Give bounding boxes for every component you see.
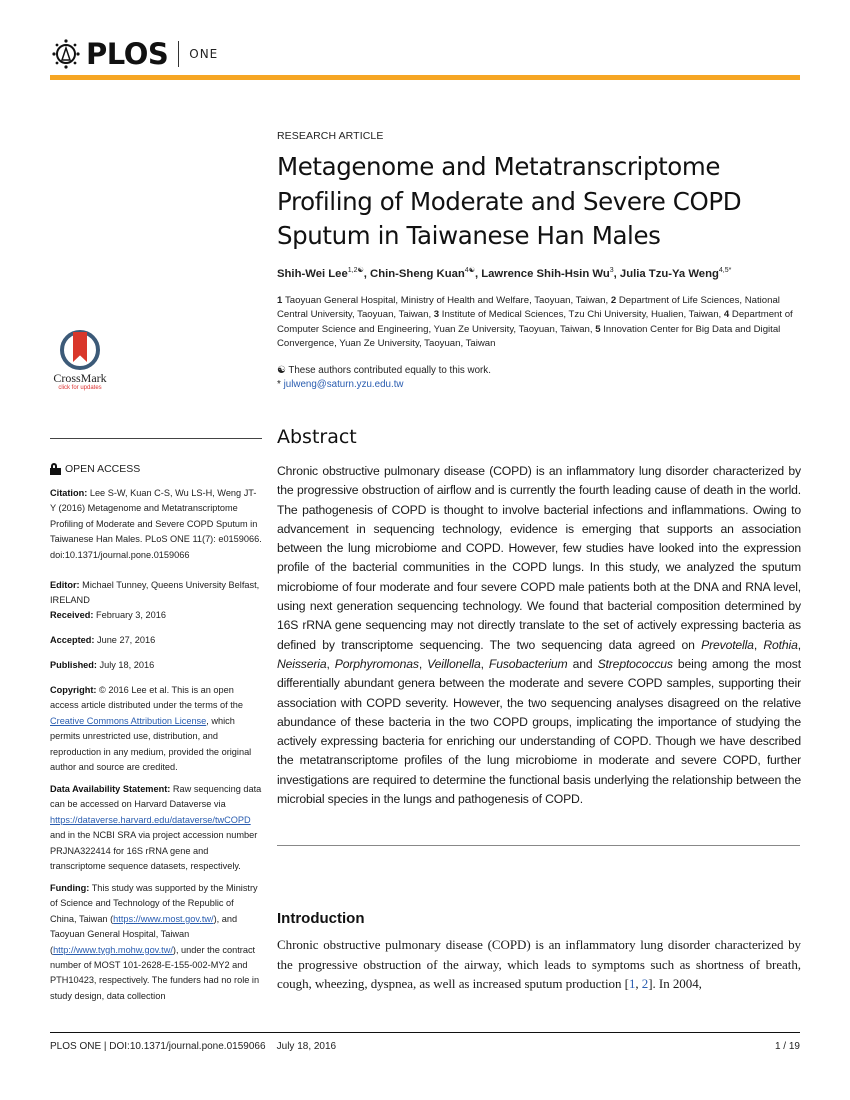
author-affil-sup: 4☯ bbox=[464, 267, 475, 274]
affil-num: 1 bbox=[277, 295, 283, 306]
author-affil-sup: 4,5* bbox=[718, 267, 732, 274]
author-notes bbox=[277, 364, 491, 392]
published-date: July 18, 2016 bbox=[99, 660, 155, 670]
citation-ref-link[interactable]: 1 bbox=[628, 976, 636, 991]
corresponding-email-link[interactable]: julweng@saturn.yzu.edu.tw bbox=[283, 379, 404, 390]
affil-text: Institute of Medical Sciences, Tzu Chi University, Hualien, Taiwan, bbox=[441, 309, 722, 321]
received-date: February 3, 2016 bbox=[95, 610, 166, 620]
open-access-badge bbox=[50, 463, 140, 475]
affil-num: 3 bbox=[433, 309, 440, 321]
page-number: 1 / 19 bbox=[774, 1041, 800, 1052]
equal-contribution-note: These authors contributed equally to this work. bbox=[288, 365, 491, 376]
genus-name: Porphyromonas bbox=[334, 656, 419, 671]
affil-text: Department of Life Sciences, National Central University, Taoyuan, Taiwan, bbox=[277, 295, 780, 321]
editor-text: Michael Tunney, Queens University Belfast, IRELAND bbox=[50, 580, 260, 606]
data-availability-text-end: and in the NCBI SRA via project accession number PRJNA322414 for 16S rRNA gene and transcriptome sequence datasets, respectively. bbox=[50, 830, 258, 872]
article-type: RESEARCH ARTICLE bbox=[277, 130, 384, 142]
corresponding-asterisk: * bbox=[277, 379, 281, 390]
footer-citation: PLOS ONE | DOI:10.1371/journal.pone.0159066 July 18, 2016 bbox=[50, 1041, 337, 1052]
plos-wordmark: PLOS bbox=[86, 37, 169, 71]
crossmark-icon bbox=[60, 330, 100, 370]
genus-name: Prevotella bbox=[701, 637, 754, 652]
affiliations bbox=[277, 294, 807, 351]
accepted-label: Accepted: bbox=[50, 635, 95, 645]
abstract-heading: Abstract bbox=[277, 426, 357, 448]
received-label: Received: bbox=[50, 610, 94, 620]
most-link[interactable]: https://www.most.gov.tw/ bbox=[113, 913, 214, 924]
plos-globe-icon bbox=[50, 38, 82, 70]
sidebar-divider bbox=[50, 438, 262, 439]
header-accent-bar bbox=[50, 75, 800, 80]
funding-text-mid: ), and Taoyuan General Hospital, Taiwan ( bbox=[50, 913, 238, 955]
dataverse-link[interactable]: https://dataverse.harvard.edu/dataverse/twCOPD bbox=[50, 814, 251, 825]
introduction-text bbox=[277, 935, 801, 994]
funding-text: This study was supported by the Ministry of Science and Technology of the Republic of China, Taiwan ( bbox=[50, 883, 258, 924]
affil-text: Taoyuan General Hospital, Ministry of Health and Welfare, Taoyuan, Taiwan, bbox=[285, 295, 609, 306]
funding-block bbox=[50, 881, 262, 1004]
citation-ref-link[interactable]: 2 bbox=[641, 976, 649, 991]
abstract-text: Chronic obstructive pulmonary disease (COPD) is an inflammatory lung disorder characterized by the progressive obstruction of airflow and is currently the fourth leading cause of death in the world. The pathogenesis of COPD is thought to involve bacterial infections and inflammations. Owing to advancement in sequencing technology, evidence is emerging that supports an association between the lung microbiome and COPD. However, few studies have looked into the expression profile of the bacterial communities in the COPD lungs. In this study, we analyzed the sputum microbiome of four moderate and four severe COPD male patients both at the DNA and RNA level, using next generation sequencing technology. We found that bacterial composition determined by 16S rRNA gene sequencing may not directly translate to the set of actively expressing bacteria as defined by transcriptome sequencing. The two sequencing data agreed on Prevotella, Rothia, Neisseria, Porphyromonas, Veillonella, Fusobacterium and Streptococcus being among the most differentially abundant genera between the moderate and severe COPD samples, supporting their association with COPD severity. However, the two sequencing analyses disagreed on the relative abundance of these bacteria in the two COPD groups, implicating the importance of studying the actively expressing bacteria for enriching our understanding of COPD. Though we have described the metatranscriptome profiles of the lung microbiome in moderate and severe COPD, further investigations are required to determine the functional basis underlying the relationship between the microbial species in the lungs and pathogenesis of COPD. bbox=[277, 464, 801, 807]
affil-text: Department of Computer Science and Engineering, Yuan Ze University, Taoyuan, Taiwan, bbox=[277, 309, 793, 335]
genus-name: Neisseria bbox=[277, 656, 327, 671]
author-name: Lawrence Shih-Hsin Wu bbox=[481, 267, 610, 280]
genus-name: Rothia bbox=[763, 637, 798, 652]
affil-num: 4 bbox=[723, 309, 730, 321]
accepted-block bbox=[50, 633, 262, 648]
copyright-text-end: , which permits unrestricted use, distribution, and reproduction in any medium, provided the original author and source are credited. bbox=[50, 715, 252, 773]
funding-label: Funding: bbox=[50, 883, 90, 893]
data-availability-label: Data Availability Statement: bbox=[50, 784, 171, 794]
author-name: Julia Tzu-Ya Weng bbox=[619, 267, 719, 280]
genus-name: Fusobacterium bbox=[488, 656, 568, 671]
accepted-date: June 27, 2016 bbox=[96, 635, 156, 645]
citation-text: Lee S-W, Kuan C-S, Wu LS-H, Weng JT-Y (2016) Metagenome and Metatranscriptome Profiling of Moderate and Severe COPD Sputum in Taiwanese Han Males. PLoS ONE 11(7): e0159066. doi:10.1371/journal.pone.0159066 bbox=[50, 488, 262, 560]
license-link[interactable]: Creative Commons Attribution License bbox=[50, 715, 207, 726]
editor-label: Editor: bbox=[50, 580, 80, 590]
intro-text-end: ]. In 2004, bbox=[648, 976, 702, 991]
intro-text: Chronic obstructive pulmonary disease (COPD) is an inflammatory lung disorder characterized by the progressive obstruction of the airway, which leads to symptoms such as shortness of breath, cough, wheezing, dyspnea, as well as increased sputum production [ bbox=[277, 937, 801, 991]
crossmark-label: CrossMark bbox=[53, 371, 107, 385]
author-affil-sup: 3 bbox=[609, 267, 614, 274]
affil-text: Innovation Center for Big Data and Digital Convergence, Yuan Ze University, Taoyuan, Taiwan bbox=[277, 323, 781, 349]
copyright-text: © 2016 Lee et al. This is an open access article distributed under the terms of the bbox=[50, 685, 244, 711]
equal-contribution-icon: ☯ bbox=[277, 365, 286, 376]
open-access-label: OPEN ACCESS bbox=[65, 463, 141, 475]
citation-block bbox=[50, 486, 262, 563]
copyright-label: Copyright: bbox=[50, 685, 97, 695]
published-label: Published: bbox=[50, 660, 97, 670]
genus-name: Streptococcus bbox=[597, 656, 673, 671]
data-availability-block bbox=[50, 782, 262, 874]
article-title: Metagenome and Metatranscriptome Profiling of Moderate and Severe COPD Sputum in Taiwanese Han Males bbox=[277, 152, 742, 250]
journal-subtitle: ONE bbox=[189, 47, 219, 61]
copyright-block bbox=[50, 683, 262, 775]
published-block bbox=[50, 658, 262, 673]
introduction-heading: Introduction bbox=[277, 910, 365, 927]
bookmark-ribbon-icon bbox=[73, 332, 87, 362]
author-list: Shih-Wei Lee$^{1,2☯}$, Chin-Sheng Kuan$^{4☯}$, Lawrence Shih-Hsin Wu$^3$, Julia Tzu-Ya Weng$^{4,5*}$ bbox=[277, 267, 732, 280]
open-lock-icon bbox=[50, 463, 61, 475]
abstract-text-part1: Chronic obstructive pulmonary disease (COPD) is an inflammatory lung disorder characterized by the progressive obstruction of airflow and is currently the fourth leading cause of death in the world. The pathogenesis of COPD is thought to involve bacterial infections and inflammations. Owing to advancement in sequencing technology, evidence is emerging that supports an association between the lung microbiome and COPD. However, few studies have looked into the expression profile of the bacterial communities in the COPD lungs. In this study, we analyzed the sputum microbiome of four moderate and four severe COPD male patients both at the DNA and RNA level, using next generation sequencing technology. We found that bacterial composition determined by 16S rRNA gene sequencing may not directly translate to the set of actively expressing bacteria as defined by transcriptome sequencing. The two sequencing data agreed on bbox=[277, 464, 801, 652]
citation-label: Citation: bbox=[50, 488, 88, 498]
genus-name: Veillonella bbox=[427, 656, 481, 671]
abstract-divider bbox=[277, 845, 800, 846]
affil-num: 5 bbox=[595, 323, 601, 335]
crossmark-badge[interactable] bbox=[48, 330, 112, 392]
author-name: Shih-Wei Lee bbox=[277, 267, 348, 280]
plos-one-logo[interactable] bbox=[50, 38, 218, 70]
editor-block bbox=[50, 578, 262, 609]
crossmark-sub: click for updates bbox=[58, 385, 102, 391]
abstract-text-part2: being among the most differentially abundant genera between the moderate and severe COPD samples, supporting their association with COPD severity. However, the two sequencing analyses disagreed on the relative abundance of these bacteria in the two COPD groups, implicating the importance of studying the actively expressing bacteria for enriching our understanding of COPD. Though we have described the metatranscriptome profiles of the lung microbiome in moderate and severe COPD, further investigations are required to determine the functional basis underlying the relationship between the microbial species in the lungs and pathogenesis of COPD. bbox=[277, 656, 801, 807]
funding-text-end: ), under the contract number of MOST 101-2628-E-155-002-MY2 and PTH10423, respectively. The funders had no role in study design, data collection bbox=[50, 944, 260, 1001]
author-affil-sup: 1,2☯ bbox=[347, 267, 364, 274]
author-name: Chin-Sheng Kuan bbox=[370, 267, 465, 280]
tygh-link[interactable]: http://www.tygh.mohw.gov.tw/ bbox=[53, 944, 173, 955]
received-block bbox=[50, 608, 262, 623]
affil-num: 2 bbox=[610, 295, 617, 306]
footer-divider bbox=[50, 1032, 800, 1033]
logo-divider bbox=[178, 41, 179, 67]
data-availability-text: Raw sequencing data can be accessed on Harvard Dataverse via bbox=[50, 784, 262, 810]
citation-separator: , bbox=[635, 976, 642, 991]
